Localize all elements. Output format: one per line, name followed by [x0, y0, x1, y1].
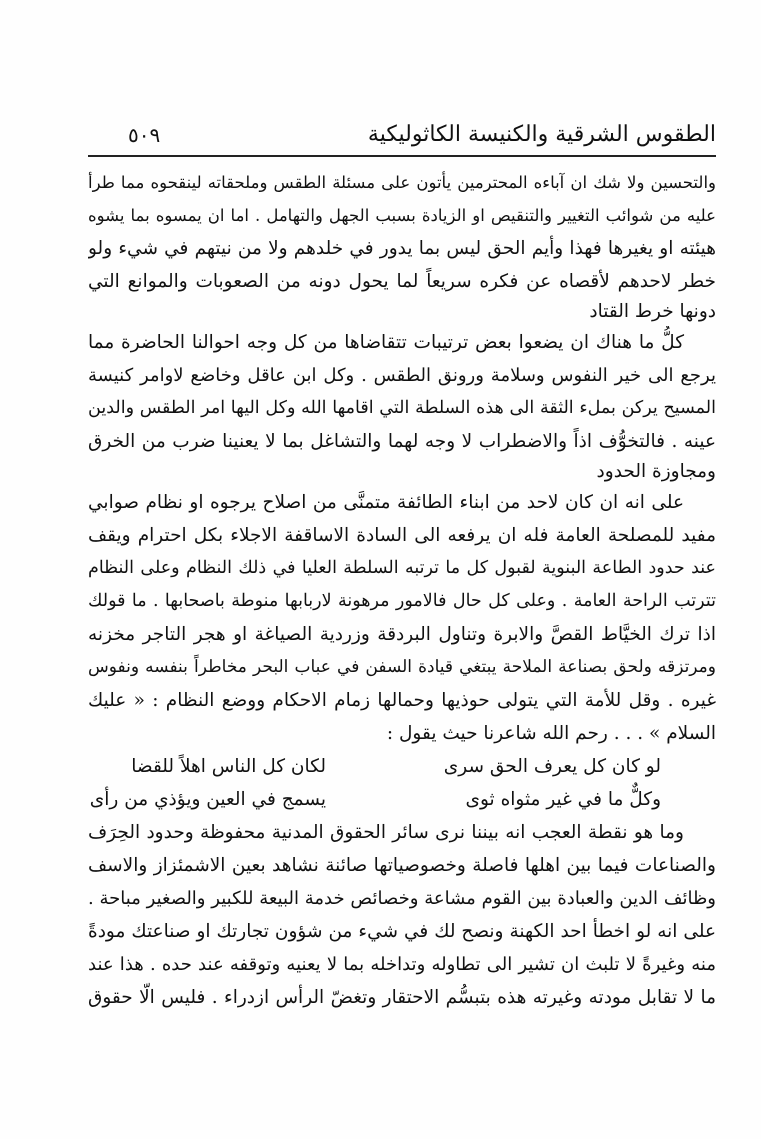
- text-line: على انه لو اخطأ احد الكهنة ونصح لك في شيء من شؤون تجارتك او صناعتك مودةً: [88, 921, 716, 942]
- text-line: عينه . فالتخوُّف اذاً والاضطراب لا وجه لهما والتشاغل بما لا يعنينا ضرب من الخرق: [88, 431, 716, 452]
- header-rule: [88, 155, 716, 157]
- text-line: وظائف الدين والعبادة بين القوم مشاعة وخصائص خدمة البيعة للكبير والصغير مباحة .: [88, 888, 716, 909]
- page-body: [88, 166, 716, 1014]
- verse-first-hemistich: لو كان كل يعرف الحق سرى: [443, 756, 661, 777]
- text-line: يرجع الى خير النفوس وسلامة ورونق الطقس . وكل ابن عاقل وخاضع لاوامر كنيسة: [88, 365, 716, 386]
- text-line: السلام » . . . رحم الله شاعرنا حيث يقول :: [386, 723, 716, 744]
- text-line: المسيح يركن بملء الثقة الى هذه السلطة التي اقامها الله وكل اليها امر الطقس والدين: [88, 398, 716, 418]
- text-line: خطر لاحدهم لأقصاه عن فكره سريعاً لما يحول دونه من الصعوبات والموانع التي: [88, 271, 716, 292]
- text-line: ومجاوزة الحدود: [596, 461, 716, 482]
- text-line: والتحسين ولا شك ان آباءه المحترمين يأتون على مسئلة الطقس وملحقاته لينقحوه مما طرأ: [88, 173, 716, 192]
- text-line: دونها خرط القتاد: [589, 301, 716, 322]
- paragraph-first-line: وما هو نقطة العجب انه بيننا نرى سائر الحقوق المدنية محفوظة وحدود الحِرَف: [88, 822, 684, 843]
- poem-verse: [88, 783, 716, 816]
- verse-second-hemistich: يسمج في العين ويؤذي من رأى: [89, 789, 326, 810]
- text-line: مفيد للمصلحة العامة فله ان يرفعه الى السادة الاساقفة الاجلاء بكل احترام ويقف: [88, 525, 716, 546]
- paragraph-first-line: كلُّ ما هناك ان يضعوا بعض ترتيبات تتقاضاها من كل وجه احوالنا الحاضرة مما: [88, 332, 684, 353]
- text-line: اذا ترك الخيَّاط القصَّ والابرة وتناول البردقة وزردية الصياغة او هجر التاجر مخزنه: [88, 624, 716, 645]
- text-line: والصناعات فيما بين اهلها فاصلة وخصوصياتها صائنة نشاهد بعين الاشمئزاز والاسف: [88, 855, 716, 876]
- text-line: ومرتزقه ولحق بصناعة الملاحة يبتغي قيادة السفن في عباب البحر مخاطراً بنفسه ونفوس: [88, 657, 716, 677]
- text-line: عليه من شوائب التغيير والتنقيص او الزيادة بسبب الجهل والتهامل . اما ان يمسوه بما يشوه: [88, 206, 716, 225]
- text-line: منه وغيرةً لا تلبث ان تشير الى تطاوله وتداخله بما لا يعنيه وتوقفه عند حده . هذا عند: [88, 954, 716, 975]
- verse-first-hemistich: وكلٌّ ما في غير مثواه ثوى: [465, 789, 661, 810]
- verse-second-hemistich: لكان كل الناس اهلاً للقضا: [131, 756, 326, 777]
- text-line: عند حدود الطاعة البنوية لقبول كل ما ترتبه السلطة العليا في ذلك النظام وعلى النظام: [88, 558, 716, 578]
- paragraph-first-line: على انه ان كان لاحد من ابناء الطائفة متمنَّى من اصلاح يرجوه او نظام صوابي: [88, 492, 684, 513]
- page-header: [88, 118, 716, 152]
- text-line: تترتب الراحة العامة . وعلى كل حال فالامور مرهونة لاربابها منوطة باصحابها . ما قولك: [88, 591, 716, 611]
- text-line: غيره . وقل للأمة التي يتولى حوذيها وحمالها زمام الاحكام ووضع النظام : « عليك: [88, 690, 716, 711]
- text-line: ما لا تقابل مودته وغيرته هذه بتبسُّم الاحتقار وتغضّ الرأس ازدراء . فليس الّا حقوق: [88, 987, 716, 1008]
- poem-verse: [88, 750, 716, 783]
- running-title: الطقوس الشرقية والكنيسة الكاثوليكية: [367, 122, 716, 147]
- text-line: هيئته او يغيرها فهذا وأيم الحق ليس بما يدور في خلدهم ولا من نيتهم في شيء ولو: [88, 238, 716, 259]
- page-number: ٥٠٩: [128, 123, 161, 147]
